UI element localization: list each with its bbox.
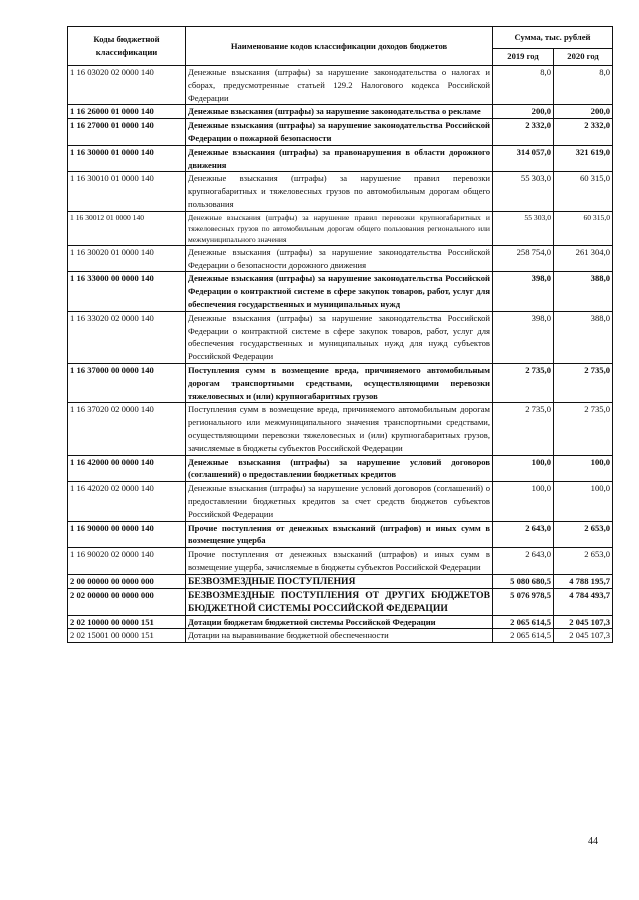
row-name: Денежные взыскания (штрафы) за нарушение условий договоров (соглашений) о предоставлении бюджетных кредитов за счет средств бюджетов субъектов Российской Федерации — [186, 482, 493, 521]
row-value-2019: 8,0 — [493, 66, 554, 105]
row-value-2019: 398,0 — [493, 272, 554, 311]
row-name: Денежные взыскания (штрафы) за нарушение правил перевозки крупногабаритных и тяжеловесных грузов по автомобильным дорогам общего пользования регионального или межмуниципального значения — [186, 211, 493, 245]
row-value-2020: 2 653,0 — [554, 521, 613, 548]
row-name: Поступления сумм в возмещение вреда, причиняемого автомобильным дорогам транспортными средствами, осуществляющими перевозки тяжеловесных и (или) крупногабаритных грузов — [186, 363, 493, 402]
row-name: Дотации на выравнивание бюджетной обеспеченности — [186, 629, 493, 643]
table-row — [68, 455, 613, 482]
row-value-2019: 200,0 — [493, 105, 554, 119]
table-row — [68, 211, 613, 245]
row-value-2020: 4 788 195,7 — [554, 574, 613, 588]
row-value-2020: 2 653,0 — [554, 548, 613, 575]
header-code: Коды бюджетной классификации — [68, 27, 186, 66]
row-value-2020: 60 315,0 — [554, 211, 613, 245]
row-code: 1 16 37000 00 0000 140 — [68, 363, 186, 402]
row-code: 1 16 33020 02 0000 140 — [68, 311, 186, 363]
row-value-2020: 261 304,0 — [554, 245, 613, 272]
row-value-2019: 5 080 680,5 — [493, 574, 554, 588]
row-name: Прочие поступления от денежных взысканий (штрафов) и иных сумм в возмещение ущерба, зачисляемые в бюджеты субъектов Российской Федерации — [186, 548, 493, 575]
row-value-2020: 2 735,0 — [554, 363, 613, 402]
row-code: 1 16 03020 02 0000 140 — [68, 66, 186, 105]
row-code: 1 16 27000 01 0000 140 — [68, 119, 186, 146]
row-code: 1 16 42020 02 0000 140 — [68, 482, 186, 521]
header-sum: Сумма, тыс. рублей — [493, 27, 613, 49]
row-value-2019: 2 643,0 — [493, 521, 554, 548]
row-code: 1 16 30000 01 0000 140 — [68, 145, 186, 172]
row-value-2019: 2 643,0 — [493, 548, 554, 575]
row-code: 1 16 30010 01 0000 140 — [68, 172, 186, 211]
row-value-2019: 100,0 — [493, 455, 554, 482]
row-value-2019: 2 735,0 — [493, 403, 554, 455]
row-name: Денежные взыскания (штрафы) за нарушение законодательства Российской Федерации о контрактной системе в сфере закупок товаров, работ, услуг для обеспечения государственных и муниципальных нужд для нужд субъектов Российской Федерации — [186, 311, 493, 363]
row-name: Денежные взыскания (штрафы) за правонарушения в области дорожного движения — [186, 145, 493, 172]
row-name: Денежные взыскания (штрафы) за нарушение законодательства Российской Федерации о безопасности дорожного движения — [186, 245, 493, 272]
row-value-2020: 200,0 — [554, 105, 613, 119]
row-name: Прочие поступления от денежных взысканий (штрафов) и иных сумм в возмещение ущерба — [186, 521, 493, 548]
row-name: БЕЗВОЗМЕЗДНЫЕ ПОСТУПЛЕНИЯ — [186, 574, 493, 588]
row-code: 1 16 90000 00 0000 140 — [68, 521, 186, 548]
row-code: 1 16 33000 00 0000 140 — [68, 272, 186, 311]
row-name: Поступления сумм в возмещение вреда, причиняемого автомобильным дорогам регионального или межмуниципального значения транспортными средствами, осуществляющими перевозки тяжеловесных и (или) крупногабаритных грузов, зачисляемые в бюджеты субъектов Российской Федерации — [186, 403, 493, 455]
row-value-2019: 55 303,0 — [493, 211, 554, 245]
row-value-2020: 321 619,0 — [554, 145, 613, 172]
row-value-2019: 2 735,0 — [493, 363, 554, 402]
row-code: 1 16 42000 00 0000 140 — [68, 455, 186, 482]
row-value-2020: 2 045 107,3 — [554, 615, 613, 629]
table-row — [68, 66, 613, 105]
row-value-2020: 2 332,0 — [554, 119, 613, 146]
table-row — [68, 245, 613, 272]
row-value-2020: 4 784 493,7 — [554, 588, 613, 615]
row-value-2019: 398,0 — [493, 311, 554, 363]
row-value-2020: 388,0 — [554, 311, 613, 363]
row-name: БЕЗВОЗМЕЗДНЫЕ ПОСТУПЛЕНИЯ ОТ ДРУГИХ БЮДЖЕТОВ БЮДЖЕТНОЙ СИСТЕМЫ РОССИЙСКОЙ ФЕДЕРАЦИИ — [186, 588, 493, 615]
row-name: Денежные взыскания (штрафы) за нарушение правил перевозки крупногабаритных и тяжеловесных грузов по автомобильным дорогам общего пользования — [186, 172, 493, 211]
table-row — [68, 172, 613, 211]
row-value-2019: 5 076 978,5 — [493, 588, 554, 615]
table-row — [68, 311, 613, 363]
table-row — [68, 403, 613, 455]
row-value-2019: 2 065 614,5 — [493, 615, 554, 629]
row-code: 1 16 37020 02 0000 140 — [68, 403, 186, 455]
table-row — [68, 548, 613, 575]
table-row — [68, 272, 613, 311]
row-code: 1 16 26000 01 0000 140 — [68, 105, 186, 119]
row-value-2020: 60 315,0 — [554, 172, 613, 211]
row-name: Денежные взыскания (штрафы) за нарушение законодательства Российской Федерации о контрактной системе в сфере закупок товаров, работ, услуг для обеспечения государственных и муниципальных нужд — [186, 272, 493, 311]
row-value-2020: 100,0 — [554, 455, 613, 482]
table-row — [68, 574, 613, 588]
row-code: 1 16 90020 02 0000 140 — [68, 548, 186, 575]
row-code: 1 16 30020 01 0000 140 — [68, 245, 186, 272]
row-value-2020: 2 045 107,3 — [554, 629, 613, 643]
table-row — [68, 105, 613, 119]
row-value-2020: 8,0 — [554, 66, 613, 105]
row-value-2019: 100,0 — [493, 482, 554, 521]
header-year-2019: 2019 год — [493, 48, 554, 65]
row-code: 2 00 00000 00 0000 000 — [68, 574, 186, 588]
row-value-2020: 2 735,0 — [554, 403, 613, 455]
table-row — [68, 588, 613, 615]
table-row — [68, 521, 613, 548]
row-name: Дотации бюджетам бюджетной системы Российской Федерации — [186, 615, 493, 629]
header-name: Наименование кодов классификации доходов бюджетов — [186, 27, 493, 66]
row-code: 2 02 10000 00 0000 151 — [68, 615, 186, 629]
row-value-2019: 2 332,0 — [493, 119, 554, 146]
row-code: 1 16 30012 01 0000 140 — [68, 211, 186, 245]
table-row — [68, 629, 613, 643]
row-name: Денежные взыскания (штрафы) за нарушение законодательства о налогах и сборах, предусмотренные статьей 129.2 Налогового кодекса Российской Федерации — [186, 66, 493, 105]
table-row — [68, 482, 613, 521]
row-value-2019: 314 057,0 — [493, 145, 554, 172]
row-name: Денежные взыскания (штрафы) за нарушение законодательства о рекламе — [186, 105, 493, 119]
row-value-2019: 258 754,0 — [493, 245, 554, 272]
row-value-2019: 55 303,0 — [493, 172, 554, 211]
row-name: Денежные взыскания (штрафы) за нарушение законодательства Российской Федерации о пожарной безопасности — [186, 119, 493, 146]
header-year-2020: 2020 год — [554, 48, 613, 65]
row-value-2020: 100,0 — [554, 482, 613, 521]
row-value-2019: 2 065 614,5 — [493, 629, 554, 643]
document-page — [67, 26, 612, 643]
row-code: 2 02 00000 00 0000 000 — [68, 588, 186, 615]
table-row — [68, 119, 613, 146]
row-value-2020: 388,0 — [554, 272, 613, 311]
table-body — [68, 66, 613, 643]
table-row — [68, 363, 613, 402]
budget-table — [67, 26, 613, 643]
table-row — [68, 145, 613, 172]
row-code: 2 02 15001 00 0000 151 — [68, 629, 186, 643]
page-number: 44 — [588, 836, 598, 847]
row-name: Денежные взыскания (штрафы) за нарушение условий договоров (соглашений) о предоставлении бюджетных кредитов — [186, 455, 493, 482]
table-row — [68, 615, 613, 629]
